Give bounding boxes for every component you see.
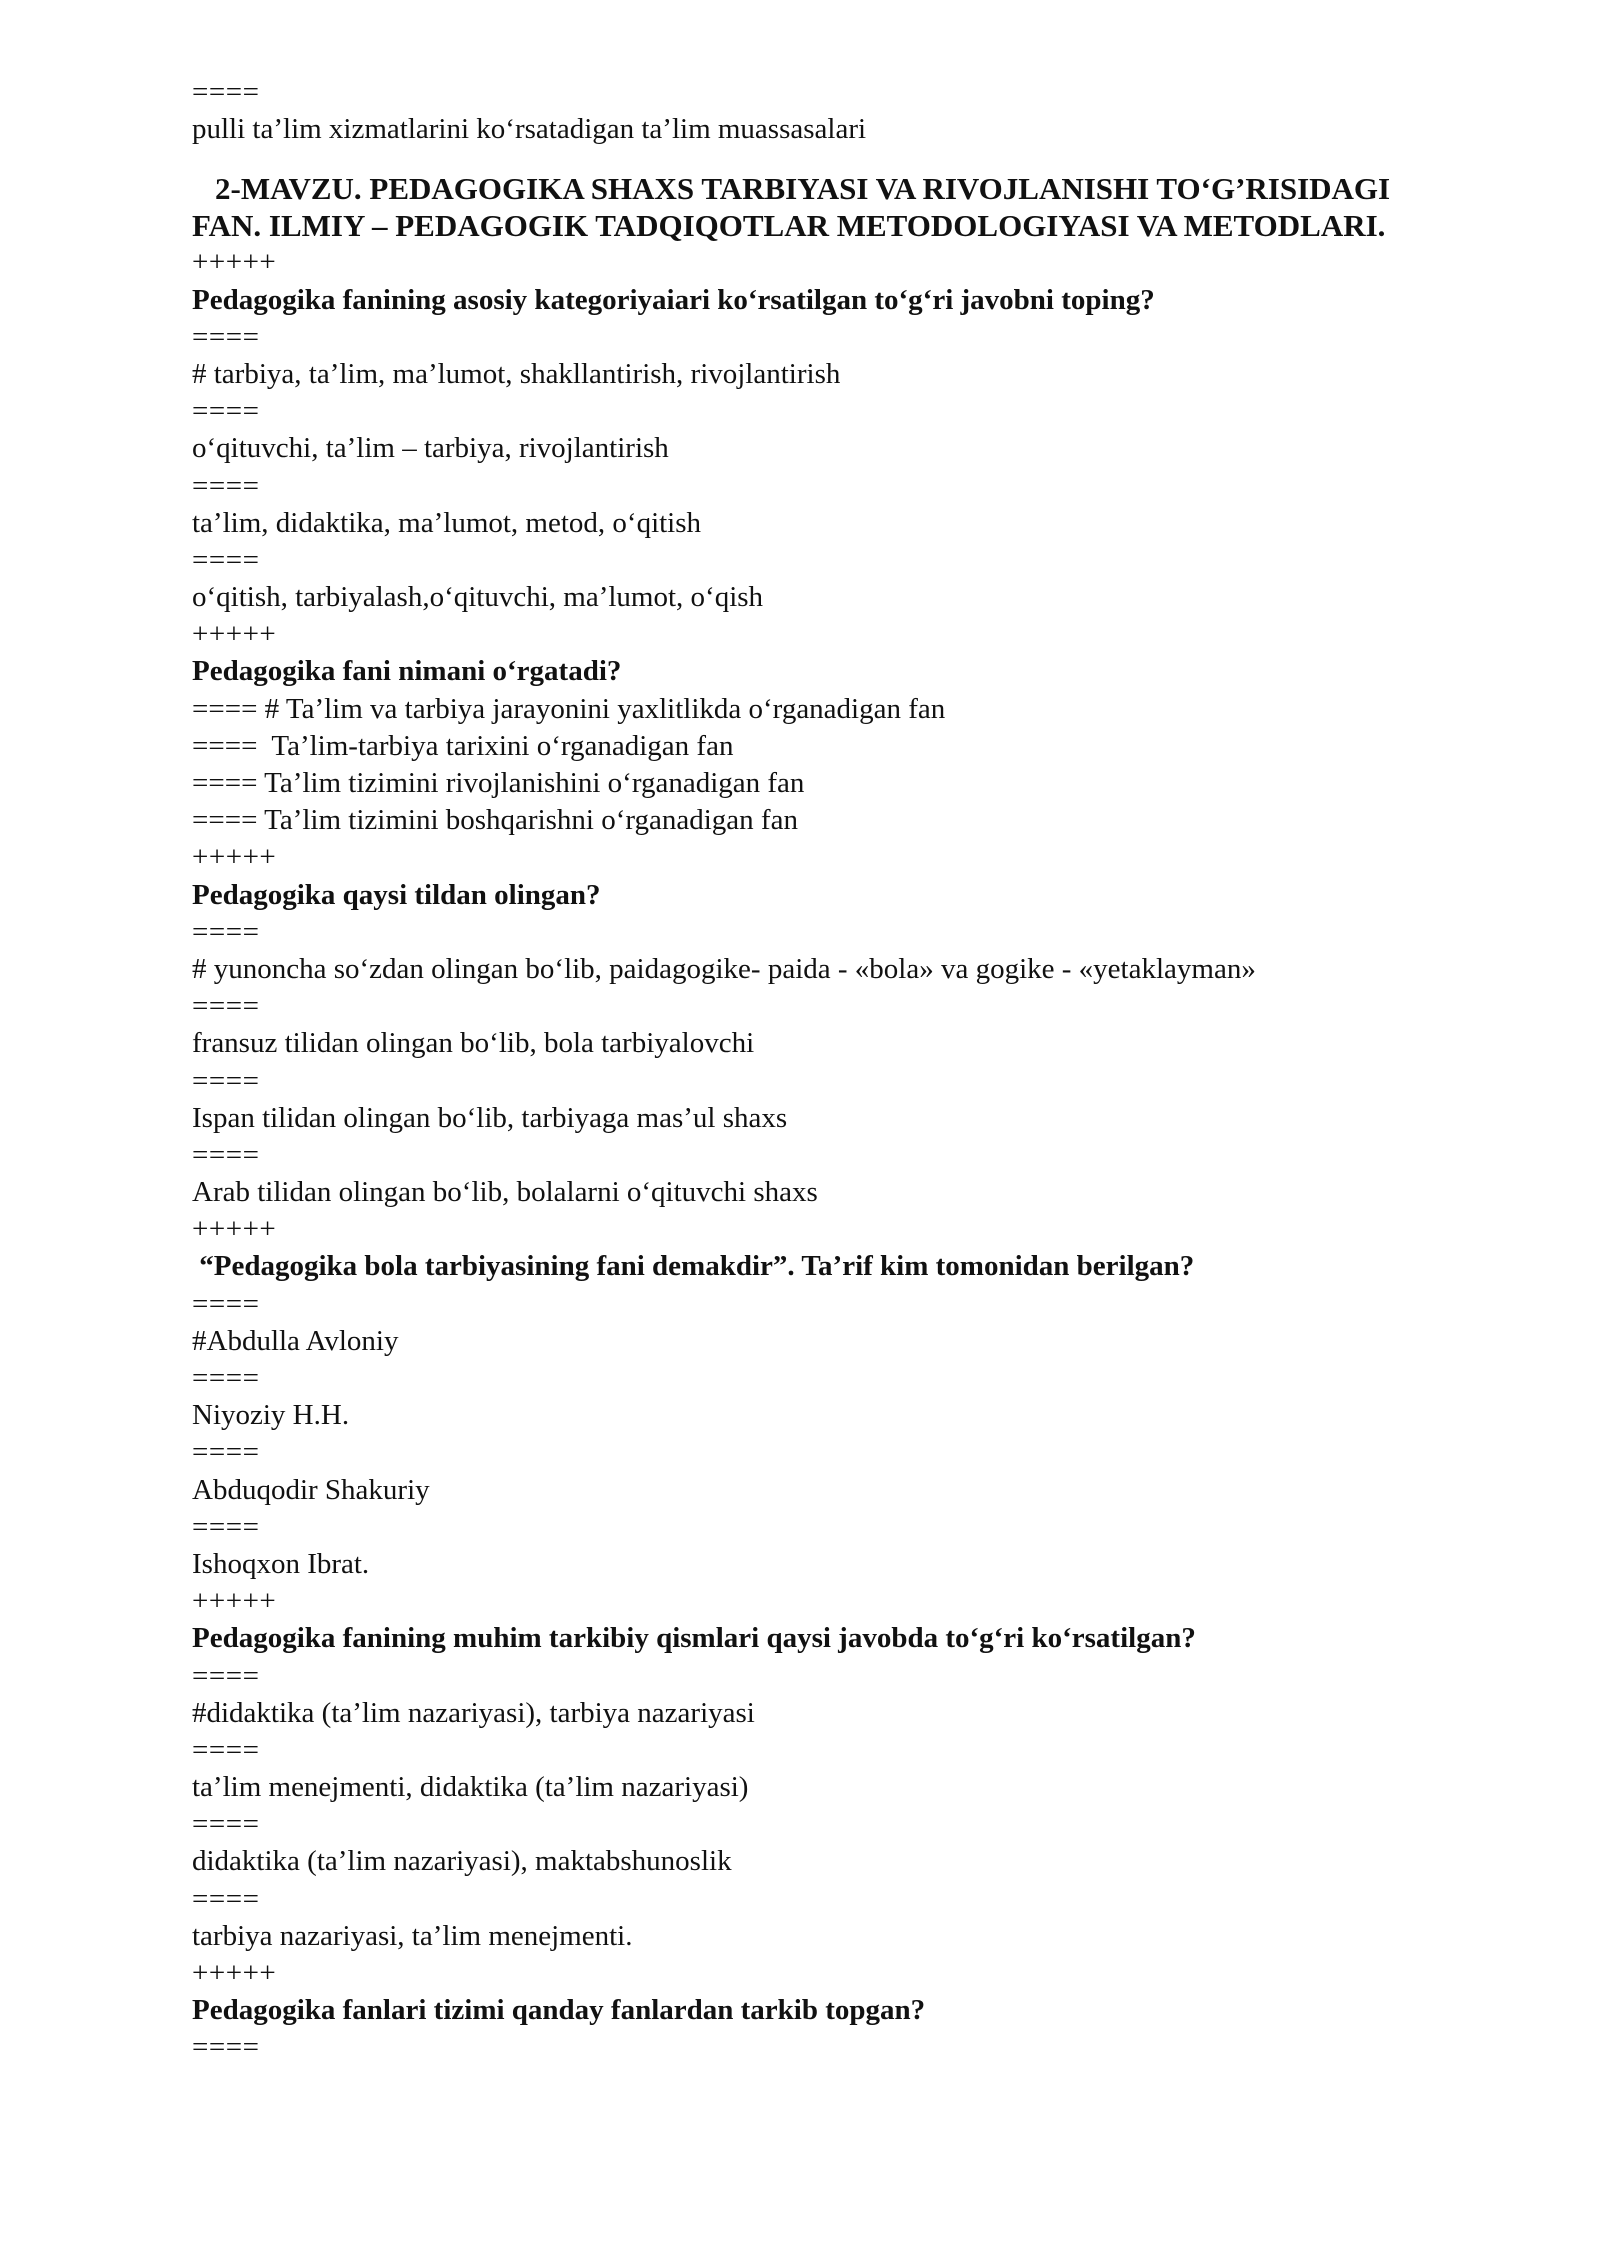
question-text: Pedagogika fanlari tizimi qanday fanlardan tarkib topgan?: [192, 1994, 926, 2027]
separator: ====: [192, 469, 260, 502]
document-page: [192, 74, 1492, 2067]
question-text: “Pedagogika bola tarbiyasining fani demakdir”. Ta’rif kim tomonidan berilgan?: [192, 1250, 1195, 1283]
question-marker: +++++: [192, 1957, 277, 1989]
question-text: Pedagogika fanining muhim tarkibiy qismlari qaysi javobda to‘g‘ri ko‘rsatilgan?: [192, 1622, 1196, 1655]
answer-option: # yunoncha so‘zdan olingan bo‘lib, paidagogike- paida - «bola» va gogike - «yetaklayman»: [192, 952, 1256, 985]
separator: ====: [192, 395, 260, 428]
answer-option-inline: ==== Ta’lim tizimini rivojlanishini o‘rganadigan fan: [192, 767, 805, 799]
answer-option-inline: ==== # Ta’lim va tarbiya jarayonini yaxlitlikda o‘rganadigan fan: [192, 692, 946, 725]
separator: ====: [192, 2031, 260, 2064]
separator: ====: [192, 1733, 260, 1766]
question-marker: +++++: [192, 1213, 277, 1246]
separator: ====: [192, 1436, 260, 1469]
answer-option: Ishoqxon Ibrat.: [192, 1547, 370, 1580]
section-heading-line-1: 2-MAVZU. PEDAGOGIKA SHAXS TARBIYASI VA RIVOJLANISHI TO‘G’RISIDAGI: [215, 171, 1391, 207]
separator: ====: [192, 1362, 260, 1394]
answer-option: pulli ta’lim xizmatlarini ko‘rsatadigan ta’lim muassasalari: [192, 113, 867, 146]
answer-option: ta’lim menejmenti, didaktika (ta’lim nazariyasi): [192, 1771, 749, 1804]
question-marker: +++++: [192, 841, 277, 874]
question-text: Pedagogika fanining asosiy kategoriyaiari ko‘rsatilgan to‘g‘ri javobni toping?: [192, 283, 1155, 316]
separator: ====: [192, 1659, 260, 1692]
separator: ====: [192, 320, 260, 353]
separator: ====: [192, 1510, 260, 1543]
separator: ====: [192, 1064, 260, 1097]
separator: ====: [192, 1138, 260, 1171]
answer-option: didaktika (ta’lim nazariyasi), maktabshunoslik: [192, 1845, 732, 1878]
section-heading: [192, 170, 1492, 244]
answer-option: # tarbiya, ta’lim, ma’lumot, shakllantirish, rivojlantirish: [192, 357, 841, 390]
answer-option-inline: ==== Ta’lim-tarbiya tarixini o‘rganadigan fan: [192, 729, 734, 762]
separator: ====: [192, 1808, 260, 1841]
separator: ====: [192, 543, 260, 576]
answer-option: fransuz tilidan olingan bo‘lib, bola tarbiyalovchi: [192, 1027, 755, 1060]
separator: ====: [192, 1882, 260, 1915]
answer-option: o‘qitish, tarbiyalash,o‘qituvchi, ma’lumot, o‘qish: [192, 581, 764, 614]
question-text: Pedagogika fani nimani o‘rgatadi?: [192, 655, 622, 688]
separator: ====: [192, 76, 260, 108]
separator: ====: [192, 990, 260, 1023]
answer-option: Abduqodir Shakuriy: [192, 1473, 430, 1506]
answer-option: ta’lim, didaktika, ma’lumot, metod, o‘qitish: [192, 506, 702, 539]
question-marker: +++++: [192, 618, 277, 651]
answer-option: Arab tilidan olingan bo‘lib, bolalarni o‘qituvchi shaxs: [192, 1176, 818, 1209]
separator: ====: [192, 915, 260, 948]
answer-option: #Abdulla Avloniy: [192, 1324, 399, 1357]
answer-option: tarbiya nazariyasi, ta’lim menejmenti.: [192, 1919, 633, 1952]
answer-option: Niyoziy H.H.: [192, 1399, 350, 1432]
question-text: Pedagogika qaysi tildan olingan?: [192, 878, 601, 911]
separator: ====: [192, 1287, 260, 1320]
answer-option: #didaktika (ta’lim nazariyasi), tarbiya nazariyasi: [192, 1696, 755, 1729]
answer-option: Ispan tilidan olingan bo‘lib, tarbiyaga mas’ul shaxs: [192, 1101, 788, 1134]
question-marker: +++++: [192, 1585, 277, 1618]
section-heading-line-2: FAN. ILMIY – PEDAGOGIK TADQIQOTLAR METODOLOGIYASI VA METODLARI.: [192, 208, 1386, 244]
answer-option-inline: ==== Ta’lim tizimini boshqarishni o‘rganadigan fan: [192, 804, 798, 837]
question-marker: +++++: [192, 246, 277, 279]
answer-option: o‘qituvchi, ta’lim – tarbiya, rivojlantirish: [192, 432, 669, 465]
